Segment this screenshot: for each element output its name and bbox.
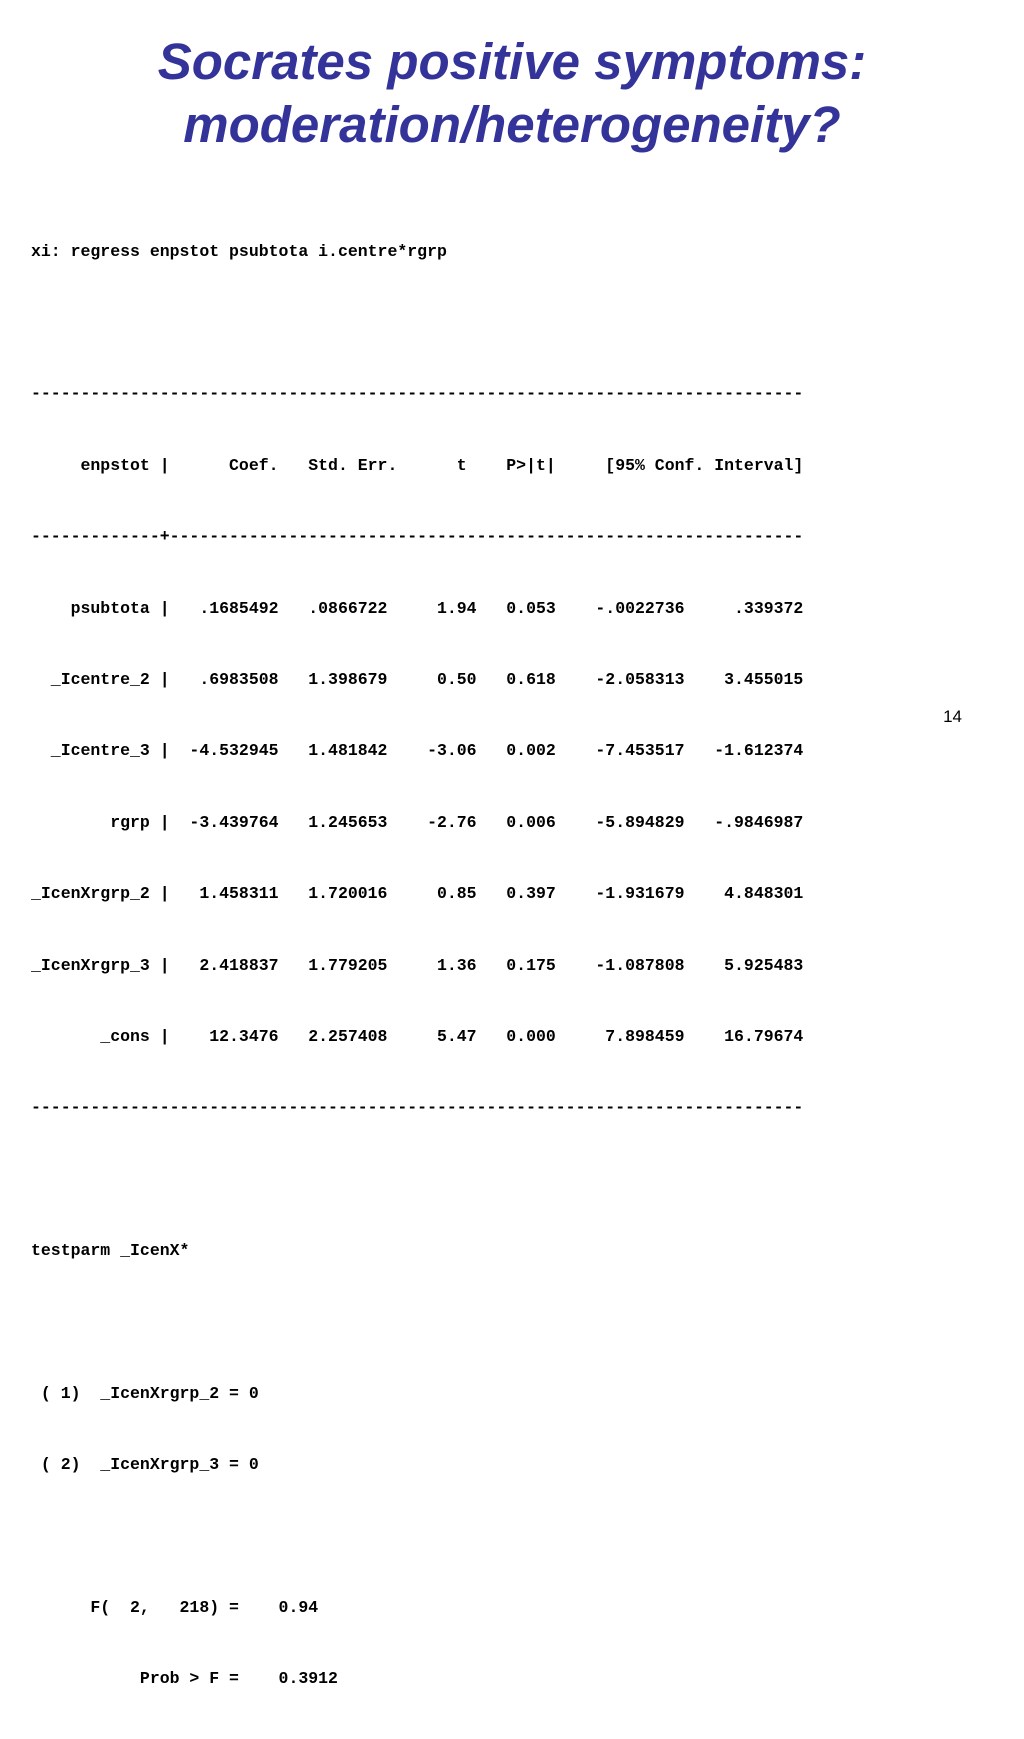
table-header: enpstot | Coef. Std. Err. t P>|t| [95% Conf. Interval]: [31, 455, 804, 475]
slide-title-line-1: Socrates positive symptoms:: [157, 33, 867, 90]
table-rule-bottom: ------------------------------------------------------------------------------: [31, 1098, 804, 1118]
blank-line: [31, 1525, 991, 1549]
table-row-icenxrgrp-3: _IcenXrgrp_3 | 2.418837 1.779205 1.36 0.175 -1.087808 5.925483: [31, 955, 804, 975]
table-row-icenxrgrp-2: _IcenXrgrp_2 | 1.458311 1.720016 0.85 0.397 -1.931679 4.848301: [31, 884, 804, 904]
constraint-1: ( 1) _IcenXrgrp_2 = 0: [31, 1383, 259, 1403]
prob-f: Prob > F = 0.3912: [31, 1669, 338, 1689]
table-row-rgrp: rgrp | -3.439764 1.245653 -2.76 0.006 -5.894829 -.9846987: [31, 812, 804, 832]
f-statistic: F( 2, 218) = 0.94: [31, 1598, 319, 1618]
table-row-psubtota: psubtota | .1685492 .0866722 1.94 0.053 -.0022736 .339372: [31, 598, 804, 618]
command-regress: xi: regress enpstot psubtota i.centre*rgrp: [31, 241, 447, 261]
table-rule-top: ------------------------------------------------------------------------------: [31, 384, 804, 404]
table-row-icentre-2: _Icentre_2 | .6983508 1.398679 0.50 0.618 -2.058313 3.455015: [31, 669, 804, 689]
slide-title-line-2: moderation/heterogeneity?: [183, 96, 841, 153]
blank-line: [31, 311, 991, 335]
command-testparm: testparm _IcenX*: [31, 1241, 190, 1261]
table-row-icentre-3: _Icentre_3 | -4.532945 1.481842 -3.06 0.002 -7.453517 -1.612374: [31, 741, 804, 761]
blank-line: [31, 1168, 991, 1192]
slide-title: [0, 30, 1024, 156]
table-rule-header: -------------+----------------------------------------------------------------: [31, 527, 804, 547]
page-number: 14: [943, 707, 962, 726]
stata-output: [31, 192, 991, 1739]
blank-line: [31, 1310, 991, 1334]
table-row-cons: _cons | 12.3476 2.257408 5.47 0.000 7.898459 16.79674: [31, 1026, 804, 1046]
constraint-2: ( 2) _IcenXrgrp_3 = 0: [31, 1455, 259, 1475]
